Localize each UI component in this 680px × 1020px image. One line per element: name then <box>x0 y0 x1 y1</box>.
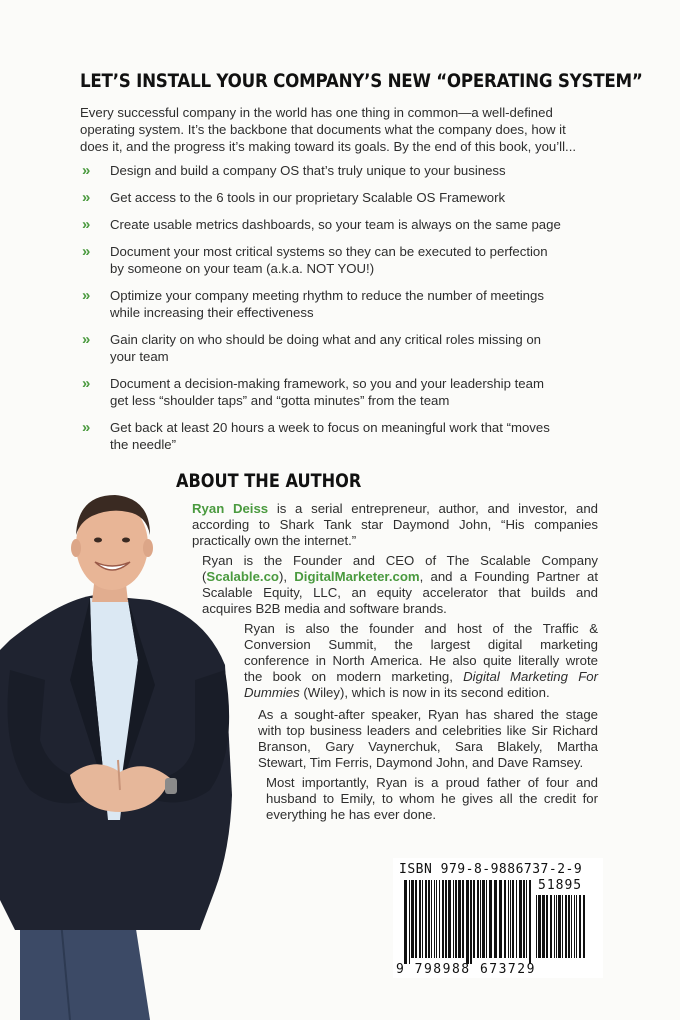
bio-text: (Wiley), which is now in its second edition. <box>299 685 550 700</box>
barcode-bar <box>510 880 511 958</box>
chevron-bullet-icon: » <box>82 162 91 179</box>
author-bio-paragraph-2 <box>202 553 598 617</box>
ean-barcode <box>404 880 532 964</box>
author-bio-paragraph-4 <box>258 707 598 771</box>
isbn-number: ISBN 979-8-9886737-2-9 <box>399 862 583 877</box>
barcode-bar <box>470 880 472 964</box>
barcode-bar <box>458 880 461 958</box>
chevron-bullet-icon: » <box>82 419 91 436</box>
bio-line: practically own the internet.” <box>192 533 357 548</box>
barcode-bar <box>568 895 570 958</box>
bio-line: Most importantly, Ryan is a proud father of four and <box>266 775 598 790</box>
barcode-bar <box>439 880 440 958</box>
barcode-bar <box>576 895 577 958</box>
benefit-line: Document your most critical systems so they can be executed to perfection <box>110 244 548 259</box>
barcode-bar <box>436 880 437 958</box>
benefit-line: Design and build a company OS that’s truly unique to your business <box>110 163 506 178</box>
chevron-bullet-icon: » <box>82 287 91 304</box>
barcode-bar <box>428 880 430 958</box>
bio-line: with top business leaders and celebrities like Sir Richard <box>258 723 598 738</box>
ean-digits: 9 798988 673729 <box>396 962 536 977</box>
barcode-bar <box>542 895 545 958</box>
barcode-bar <box>494 880 497 958</box>
about-author-heading: ABOUT THE AUTHOR <box>176 470 362 492</box>
barcode-bar <box>445 880 447 958</box>
price-code: 51895 <box>538 878 583 893</box>
chevron-bullet-icon: » <box>82 375 91 392</box>
barcode-bar <box>529 880 531 964</box>
benefit-item <box>80 243 600 277</box>
barcode-bar <box>504 880 506 958</box>
digitalmarketer-link[interactable]: DigitalMarketer.com <box>294 569 420 584</box>
barcode-bar <box>565 895 567 958</box>
benefit-item <box>80 419 600 453</box>
benefit-line: Get back at least 20 hours a week to focus on meaningful work that “moves <box>110 420 550 435</box>
bio-line: everything he has ever done. <box>266 807 437 822</box>
chevron-bullet-icon: » <box>82 216 91 233</box>
author-bio-paragraph-5 <box>266 775 598 823</box>
barcode-bar <box>523 880 525 958</box>
barcode-bar <box>486 880 487 958</box>
author-name: Ryan Deiss <box>192 501 269 516</box>
barcode-bar <box>583 895 585 958</box>
author-bio-paragraph-3 <box>244 621 598 701</box>
barcode-bar <box>419 880 421 958</box>
barcode-bar <box>558 895 561 958</box>
benefit-line: the needle” <box>110 437 176 452</box>
barcode-bar <box>538 895 541 958</box>
barcode-bar <box>480 880 481 958</box>
bio-line: Ryan is the Founder and CEO of The Scalable Company <box>202 553 598 568</box>
barcode-bar <box>489 880 492 958</box>
barcode-bar <box>434 880 435 958</box>
barcode-bar <box>512 880 514 958</box>
benefit-line: while increasing their effectiveness <box>110 305 314 320</box>
barcode-bar <box>473 880 475 958</box>
bio-text: ( <box>202 569 207 584</box>
barcode-bar <box>574 895 575 958</box>
barcode-bar <box>499 880 502 958</box>
barcode-bar <box>448 880 451 958</box>
bio-line <box>244 685 598 701</box>
intro-line: does it, and the progress it’s making toward its goals. By the end of this book, you’ll... <box>80 139 577 154</box>
barcode-bar <box>477 880 479 958</box>
bio-line: conference in North America. He also quite literally wrote <box>244 653 598 668</box>
bio-text: , and a Founding Partner at <box>419 569 598 584</box>
barcode-bar <box>425 880 427 958</box>
bio-line: As a sought-after speaker, Ryan has shared the stage <box>258 707 598 722</box>
barcode-bar <box>442 880 444 958</box>
barcode-bar <box>455 880 457 958</box>
barcode-bar <box>556 895 557 958</box>
barcode-bar <box>579 895 581 958</box>
barcode-bar <box>404 880 407 964</box>
benefit-line: your team <box>110 349 169 364</box>
bio-line: Scalable Equity, LLC, an equity accelerator that builds and <box>202 585 598 600</box>
benefit-line: Create usable metrics dashboards, so your team is always on the same page <box>110 217 561 232</box>
barcode-bar <box>519 880 522 958</box>
page-heading: LET’S INSTALL YOUR COMPANY’S NEW “OPERATING SYSTEM” <box>80 70 643 92</box>
barcode-bar <box>422 880 423 958</box>
benefit-line: Document a decision-making framework, so you and your leadership team <box>110 376 544 391</box>
benefit-item <box>80 189 600 206</box>
barcode-bar <box>431 880 432 958</box>
barcode-bar <box>536 895 537 958</box>
benefit-item <box>80 287 600 321</box>
bio-line: Stewart, Tim Ferris, Daymond John, and Dave Ramsey. <box>258 755 584 770</box>
benefit-line: Gain clarity on who should be doing what and any critical roles missing on <box>110 332 542 347</box>
barcode-bar <box>562 895 563 958</box>
barcode-bar <box>546 895 548 958</box>
benefit-line: Optimize your company meeting rhythm to reduce the number of meetings <box>110 288 544 303</box>
benefit-item <box>80 216 600 233</box>
benefit-line: Get access to the 6 tools in our proprietary Scalable OS Framework <box>110 190 506 205</box>
bio-line: according to Shark Tank star Daymond John, “His companies <box>192 517 598 532</box>
bio-line: Conversion Summit, the largest digital marketing <box>244 637 598 652</box>
benefit-list <box>80 160 600 453</box>
chevron-bullet-icon: » <box>82 331 91 348</box>
barcode-bar <box>508 880 509 958</box>
barcode-bar <box>482 880 485 958</box>
barcode-bar <box>415 880 417 958</box>
chevron-bullet-icon: » <box>82 243 91 260</box>
addon-barcode <box>536 895 588 964</box>
benefit-line: by someone on your team (a.k.a. NOT YOU!) <box>110 261 375 276</box>
barcode-bar <box>550 895 552 958</box>
bio-line <box>192 501 598 517</box>
barcode-bar <box>453 880 454 958</box>
benefit-line: get less “shoulder taps” and “gotta minutes” from the team <box>110 393 450 408</box>
bio-text: is a serial entrepreneur, author, and investor, and <box>268 501 598 516</box>
book-title: Digital Marketing For <box>463 669 598 684</box>
bio-line: husband to Emily, to whom he gives all the credit for <box>266 791 598 806</box>
barcode-bar <box>466 880 469 964</box>
barcode-bar <box>526 880 527 958</box>
barcode-bar <box>462 880 464 958</box>
intro-line: Every successful company in the world has one thing in common—a well-defined <box>80 105 553 120</box>
barcode-bar <box>516 880 517 958</box>
intro-line: operating system. It’s the backbone that documents what the company does, how it <box>80 122 566 137</box>
barcode-bar <box>571 895 572 958</box>
barcode-bar <box>411 880 414 958</box>
benefit-item <box>80 331 600 365</box>
scalable-link[interactable]: Scalable.co <box>206 569 279 584</box>
intro-paragraph <box>80 104 600 155</box>
benefit-item <box>80 375 600 409</box>
benefit-item <box>80 162 600 179</box>
barcode-bar <box>554 895 555 958</box>
bio-line: acquires B2B media and software brands. <box>202 601 447 616</box>
author-bio-paragraph-1 <box>192 501 598 549</box>
bio-text: ), <box>278 569 295 584</box>
bio-line: Branson, Gary Vaynerchuk, Sara Blakely, Martha <box>258 739 598 754</box>
book-title: Dummies <box>244 685 300 700</box>
bio-line: Ryan is also the founder and host of the Traffic & <box>244 621 598 636</box>
chevron-bullet-icon: » <box>82 189 91 206</box>
bio-line <box>202 569 598 585</box>
barcode-bar <box>409 880 410 964</box>
bio-line <box>244 669 598 685</box>
bio-text: the book on modern marketing, <box>244 669 464 684</box>
